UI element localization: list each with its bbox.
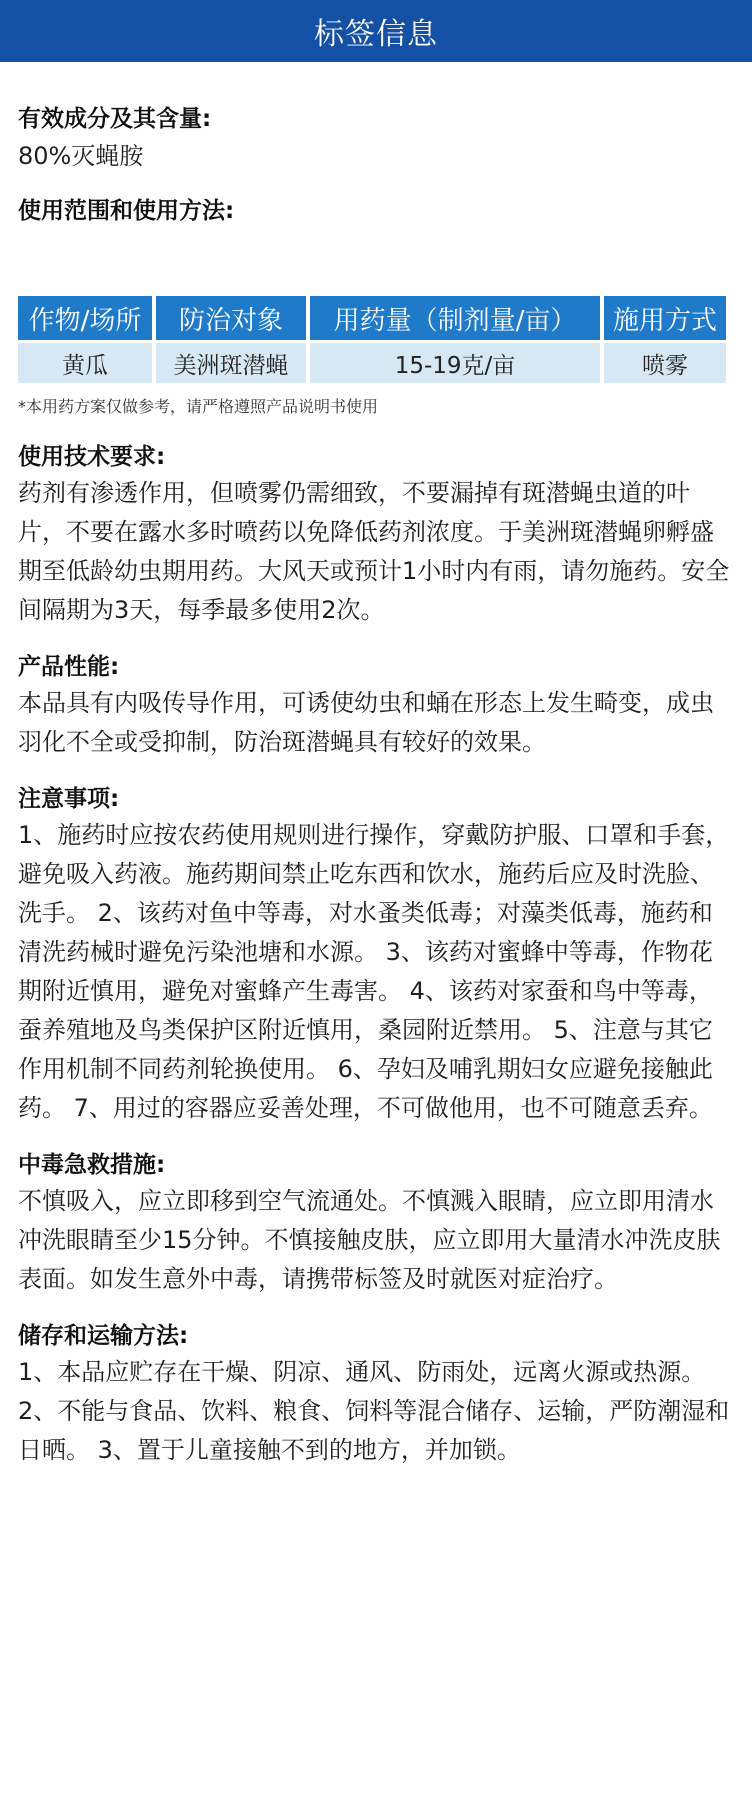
section-body: 药剂有渗透作用，但喷雾仍需细致，不要漏掉有斑潜蝇虫道的叶片，不要在露水多时喷药以免降低药剂浓度。于美洲斑潜蝇卵孵盛期至低龄幼虫期用药。大风天或预计1小时内有雨，请勿施药。安全间隔期为3天，每季最多使用2次。 <box>18 479 730 624</box>
section-cautions <box>18 762 734 1128</box>
section-body: 1、施药时应按农药使用规则进行操作，穿戴防护服、口罩和手套，避免吸入药液。施药期间禁止吃东西和饮水，施药后应及时洗脸、洗手。 2、该药对鱼中等毒，对水蚤类低毒；对藻类低毒，施药和清洗药械时避免污染池塘和水源。 3、该药对蜜蜂中等毒，作物花期附近慎用，避免对蜜蜂产生毒害。 4、该药对家蚕和鸟中等毒，蚕养殖地及鸟类保护区附近慎用，桑园附近禁用。 5、注意与其它作用机制不同药剂轮换使用。 6、孕妇及哺乳期妇女应避免接触此药。 7、用过的容器应妥善处理，不可做他用，也不可随意丢弃。 <box>18 821 730 1122</box>
header-target: 防治对象 <box>156 296 306 340</box>
section-title: 有效成分及其含量: <box>18 106 212 132</box>
page-header <box>0 0 752 62</box>
section-title: 使用技术要求: <box>18 444 166 470</box>
table-row <box>18 343 726 383</box>
cell-method: 喷雾 <box>604 343 726 383</box>
section-title: 使用范围和使用方法: <box>18 198 235 224</box>
table-header-row <box>18 296 726 340</box>
table-note: *本用药方案仅做参考，请严格遵照产品说明书使用 <box>18 397 379 416</box>
section-title: 中毒急救措施: <box>18 1152 166 1178</box>
header-crop: 作物/场所 <box>18 296 152 340</box>
cell-target: 美洲斑潜蝇 <box>156 343 306 383</box>
section-title: 注意事项: <box>18 786 120 812</box>
section-first-aid <box>18 1128 734 1299</box>
section-usage <box>18 176 734 418</box>
header-method: 施用方式 <box>604 296 726 340</box>
cell-crop: 黄瓜 <box>18 343 152 383</box>
section-body: 本品具有内吸传导作用，可诱使幼虫和蛹在形态上发生畸变，成虫羽化不全或受抑制，防治斑潜蝇具有较好的效果。 <box>18 689 714 756</box>
section-title: 储存和运输方法: <box>18 1323 189 1349</box>
header-dosage: 用药量（制剂量/亩） <box>310 296 600 340</box>
section-performance <box>18 630 734 762</box>
page-title: 标签信息 <box>314 17 438 52</box>
section-body: 不慎吸入，应立即移到空气流通处。不慎溅入眼睛，应立即用清水冲洗眼睛至少15分钟。不慎接触皮肤，应立即用大量清水冲洗皮肤表面。如发生意外中毒，请携带标签及时就医对症治疗。 <box>18 1187 721 1293</box>
section-body: 1、本品应贮存在干燥、阴凉、通风、防雨处，远离火源或热源。 2、不能与食品、饮料、粮食、饲料等混合储存、运输，严防潮湿和日晒。 3、置于儿童接触不到的地方，并加锁。 <box>18 1358 730 1464</box>
section-tech-requirements <box>18 418 734 630</box>
section-body: 80%灭蝇胺 <box>18 142 144 170</box>
section-title: 产品性能: <box>18 654 120 680</box>
cell-dosage: 15-19克/亩 <box>310 343 600 383</box>
label-content <box>0 62 752 1470</box>
dosage-table <box>14 293 730 386</box>
section-ingredient <box>18 62 734 176</box>
section-storage <box>18 1299 734 1470</box>
